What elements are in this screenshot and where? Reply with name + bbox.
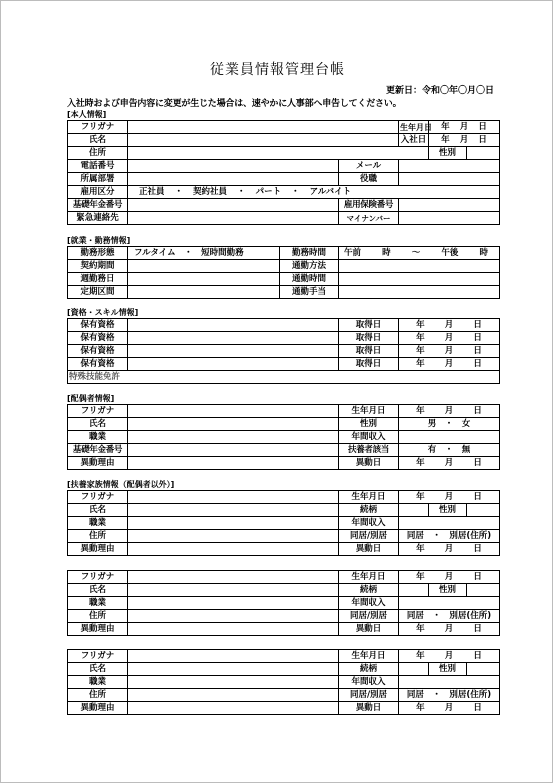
family-relation-field[interactable] [399,584,429,597]
family-name-label: 氏名 [68,663,128,676]
family-name-label: 氏名 [68,584,128,597]
work-hours-field[interactable]: 午前 時 〜 午後 時 [339,247,500,260]
join-date-field[interactable]: 年 月 日 [429,134,500,147]
family-gender-field[interactable] [467,504,500,517]
spouse-furigana-label: フリガナ [68,405,128,418]
spouse-dependent-options[interactable]: 有 ・ 無 [399,444,500,457]
family-income-label: 年間収入 [339,517,399,530]
family-birth-label: 生年月日 [339,650,399,663]
family-birth-label: 生年月日 [339,571,399,584]
family-address-label: 住所 [68,610,128,623]
spouse-job-field[interactable] [128,431,339,444]
family-gender-label: 性別 [429,504,467,517]
gender-field[interactable] [467,147,500,160]
dept-field[interactable] [128,173,339,186]
family-job-label: 職業 [68,517,128,530]
qualification-field[interactable] [128,345,339,358]
family-job-field[interactable] [128,517,339,530]
spouse-pension-field[interactable] [128,444,339,457]
family-address-field[interactable] [128,689,339,702]
acquired-label: 取得日 [339,319,399,332]
family-cohabit-options[interactable]: 同居 ・ 別居(住所) [399,530,500,543]
family-income-label: 年間収入 [339,676,399,689]
contract-field[interactable] [128,260,280,273]
spouse-gender-label: 性別 [339,418,399,431]
spouse-change-date-label: 異動日 [339,457,399,470]
family-furigana-label: フリガナ [68,650,128,663]
acquired-label: 取得日 [339,332,399,345]
personal-info-table [67,120,500,225]
furigana-field[interactable] [128,121,399,134]
special-skills-field[interactable]: 特殊技能免許 [68,371,500,384]
family-table-1 [67,490,500,556]
section-spouse-heading: [配偶者情報] [67,394,115,403]
family-birth-label: 生年月日 [339,491,399,504]
spouse-birth-label: 生年月日 [339,405,399,418]
birth-label: 生年月日 [400,122,432,132]
spouse-furigana-field[interactable] [128,405,339,418]
family-furigana-field[interactable] [128,571,339,584]
family-reason-field[interactable] [128,623,339,636]
acquired-date-field[interactable]: 年 月 日 [399,345,500,358]
family-reason-label: 異動理由 [68,623,128,636]
employment-label: 雇用区分 [68,186,128,199]
work-hours-label: 勤務時間 [280,247,339,260]
family-cohabit-options[interactable]: 同居 ・ 別居(住所) [399,610,500,623]
qualification-label: 保有資格 [68,332,128,345]
family-name-field[interactable] [128,663,339,676]
mail-field[interactable] [399,160,500,173]
family-income-field[interactable] [399,597,500,610]
family-relation-label: 続柄 [339,584,399,597]
spouse-name-label: 氏名 [68,418,128,431]
name-label: 氏名 [68,134,128,147]
emergency-field[interactable] [128,212,339,225]
family-table-2 [67,570,500,636]
gender-label: 性別 [429,147,467,160]
updated-date: 更新日：令和〇年〇月〇日 [385,86,494,96]
qualification-label: 保有資格 [68,345,128,358]
family-income-field[interactable] [399,517,500,530]
family-change-date-field[interactable]: 年 月 日 [399,702,500,715]
birth-date-field[interactable]: 年 月 日 [429,121,500,134]
spouse-name-field[interactable] [128,418,339,431]
family-name-label: 氏名 [68,504,128,517]
section-skills-heading: [資格・スキル情報] [67,308,139,317]
commute-time-label: 通勤時間 [280,273,339,286]
name-field[interactable] [128,134,399,147]
position-label: 役職 [339,173,399,186]
qualification-field[interactable] [128,319,339,332]
family-furigana-label: フリガナ [68,491,128,504]
emergency-label: 緊急連絡先 [68,212,128,225]
employment-options[interactable]: 正社員 ・ 契約社員 ・ パート ・ アルバイト [128,186,500,199]
furigana-label: フリガナ [68,121,128,134]
family-cohabit-label: 同居/別居 [339,530,399,543]
retire-field[interactable] [128,286,280,299]
spouse-pension-label: 基礎年金番号 [68,444,128,457]
family-table-3 [67,649,500,715]
qualification-field[interactable] [128,358,339,371]
mail-label: メール [339,160,399,173]
family-cohabit-options[interactable]: 同居 ・ 別居(住所) [399,689,500,702]
spouse-reason-field[interactable] [128,457,339,470]
family-cohabit-label: 同居/別居 [339,610,399,623]
family-furigana-label: フリガナ [68,571,128,584]
family-gender-field[interactable] [467,663,500,676]
family-furigana-field[interactable] [128,650,339,663]
family-reason-field[interactable] [128,543,339,556]
commute-field[interactable] [339,260,500,273]
phone-label: 電話番号 [68,160,128,173]
address-field[interactable] [128,147,429,160]
acquired-date-field[interactable]: 年 月 日 [399,358,500,371]
family-change-date-label: 異動日 [339,543,399,556]
skills-table [67,318,500,384]
family-birth-field[interactable]: 年 月 日 [399,650,500,663]
family-relation-label: 続柄 [339,663,399,676]
acquired-date-field[interactable]: 年 月 日 [399,319,500,332]
spouse-reason-label: 異動理由 [68,457,128,470]
join-date-label: 入社日 [399,134,429,147]
acquired-label: 取得日 [339,358,399,371]
family-birth-field[interactable]: 年 月 日 [399,491,500,504]
page-title: 従業員情報管理台帳 [210,62,345,78]
family-job-label: 職業 [68,597,128,610]
work-form-options[interactable]: フルタイム ・ 短時間勤務 [128,247,280,260]
contract-label: 契約期間 [68,260,128,273]
section-family-heading: [扶養家族情報（配偶者以外）] [67,480,175,489]
family-relation-field[interactable] [399,504,429,517]
qualification-label: 保有資格 [68,358,128,371]
instruction-note: 入社時および申告内容に変更が生じた場合は、速やかに人事部へ申告してください。 [67,99,402,109]
family-reason-field[interactable] [128,702,339,715]
spouse-birth-field[interactable]: 年 月 日 [399,405,500,418]
family-gender-label: 性別 [429,584,467,597]
work-form-label: 勤務形態 [68,247,128,260]
commute-time-field[interactable] [339,273,500,286]
family-relation-label: 続柄 [339,504,399,517]
pension-label: 基礎年金番号 [68,199,128,212]
family-income-label: 年間収入 [339,597,399,610]
spouse-income-field[interactable] [399,431,500,444]
family-address-label: 住所 [68,530,128,543]
workdays-label: 週勤務日 [68,273,128,286]
family-gender-label: 性別 [429,663,467,676]
acquired-date-field[interactable]: 年 月 日 [399,332,500,345]
family-reason-label: 異動理由 [68,543,128,556]
position-field[interactable] [399,173,500,186]
mynumber-field[interactable] [399,212,500,225]
spouse-change-date-field[interactable]: 年 月 日 [399,457,500,470]
allowance-label: 通勤手当 [280,286,339,299]
pension-field[interactable] [128,199,339,212]
insurance-field[interactable] [399,199,500,212]
family-change-date-field[interactable]: 年 月 日 [399,543,500,556]
family-birth-field[interactable]: 年 月 日 [399,571,500,584]
qualification-field[interactable] [128,332,339,345]
section-personal-heading: [本人情報] [67,110,107,119]
spouse-table [67,404,500,470]
section-work-heading: [就業・勤務情報] [67,236,131,245]
commute-label: 通勤方法 [280,260,339,273]
retire-label: 定期区間 [68,286,128,299]
family-relation-field[interactable] [399,663,429,676]
dept-label: 所属部署 [68,173,128,186]
spouse-income-label: 年間収入 [339,431,399,444]
family-address-field[interactable] [128,610,339,623]
acquired-label: 取得日 [339,345,399,358]
allowance-field[interactable] [339,286,500,299]
work-info-table [67,246,500,299]
mynumber-label: マイナンバー [339,212,399,225]
phone-field[interactable] [128,160,339,173]
spouse-dependent-label: 扶養者該当 [339,444,399,457]
family-job-field[interactable] [128,597,339,610]
spouse-gender-options[interactable]: 男 ・ 女 [399,418,500,431]
family-change-date-field[interactable]: 年 月 日 [399,623,500,636]
family-address-field[interactable] [128,530,339,543]
family-gender-field[interactable] [467,584,500,597]
family-job-field[interactable] [128,676,339,689]
address-label: 住所 [68,147,128,160]
spouse-job-label: 職業 [68,431,128,444]
family-job-label: 職業 [68,676,128,689]
insurance-label: 雇用保険番号 [339,199,399,212]
family-change-date-label: 異動日 [339,623,399,636]
family-name-field[interactable] [128,504,339,517]
family-cohabit-label: 同居/別居 [339,689,399,702]
family-name-field[interactable] [128,584,339,597]
qualification-label: 保有資格 [68,319,128,332]
family-address-label: 住所 [68,689,128,702]
family-income-field[interactable] [399,676,500,689]
family-furigana-field[interactable] [128,491,339,504]
family-reason-label: 異動理由 [68,702,128,715]
family-change-date-label: 異動日 [339,702,399,715]
workdays-field[interactable] [128,273,280,286]
